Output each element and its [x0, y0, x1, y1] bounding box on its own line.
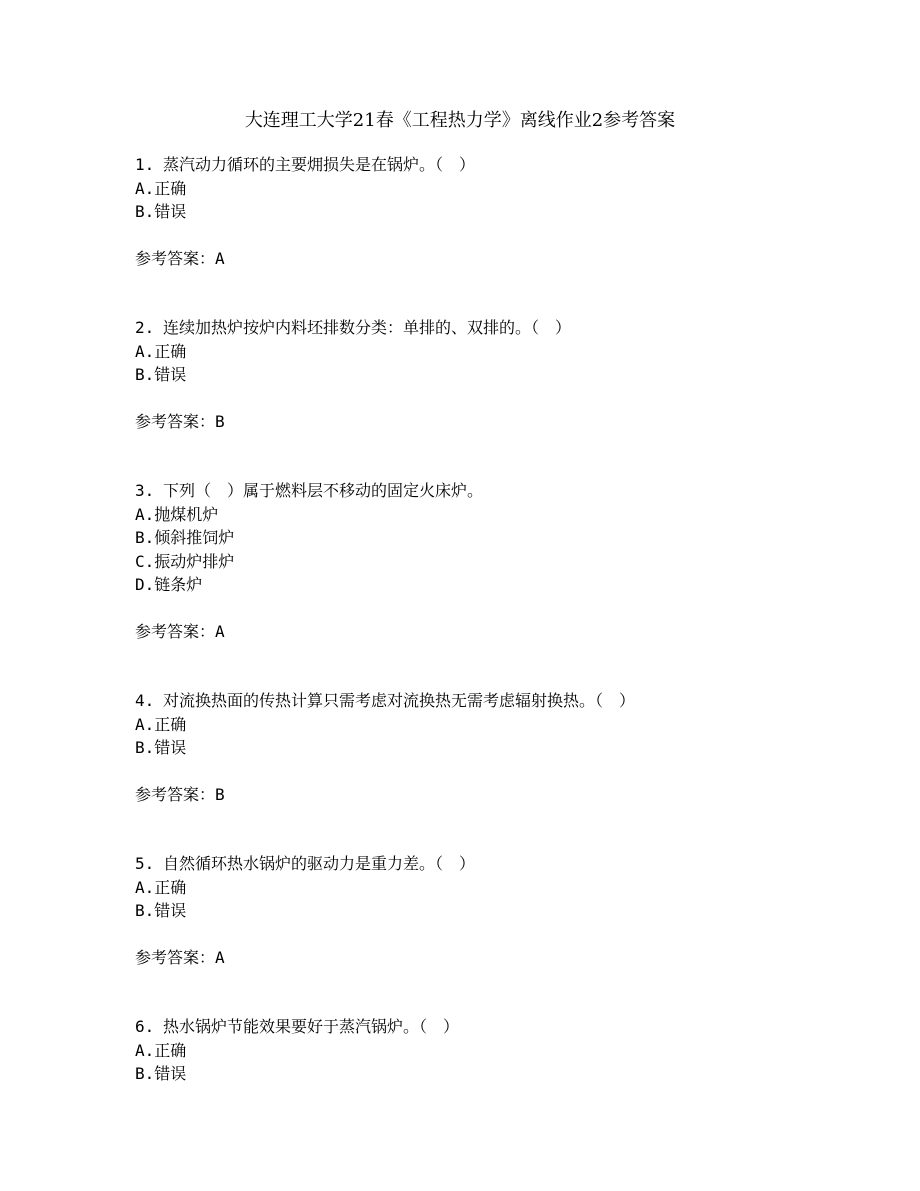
- question-number: 4.: [135, 691, 155, 710]
- question-stem: [135, 153, 895, 177]
- question-text: 热水锅炉节能效果要好于蒸汽锅炉。（ ）: [163, 1017, 460, 1036]
- question-5: [135, 852, 895, 969]
- option-b: B.错误: [135, 738, 187, 757]
- answer-line: [135, 620, 895, 644]
- option-c: C.振动炉排炉: [135, 551, 235, 571]
- question-6: [135, 1015, 895, 1086]
- answer-line: [135, 410, 895, 434]
- answer-line: [135, 247, 895, 271]
- question-number: 2.: [135, 318, 155, 337]
- document-title: 大连理工大学21春《工程热力学》离线作业2参考答案: [244, 110, 676, 131]
- question-number: 3.: [135, 481, 155, 500]
- question-stem: [135, 689, 895, 713]
- answer-value: B: [215, 784, 225, 804]
- question-text: 蒸汽动力循环的主要㶲损失是在锅炉。（ ）: [163, 155, 476, 174]
- answer-value: A: [215, 621, 225, 641]
- answer-label: 参考答案：: [135, 621, 216, 641]
- option-a: A.抛煤机炉: [135, 504, 219, 524]
- question-stem: [135, 316, 895, 340]
- question-text: 对流换热面的传热计算只需考虑对流换热无需考虑辐射换热。（ ）: [163, 691, 636, 710]
- answer-label: 参考答案：: [135, 947, 216, 967]
- answer-line: [135, 783, 895, 807]
- option-b: B.错误: [135, 901, 187, 920]
- question-stem: [135, 479, 895, 503]
- question-1: [135, 153, 895, 270]
- answer-value: B: [215, 411, 225, 431]
- question-number: 5.: [135, 854, 155, 873]
- question-stem: [135, 1015, 895, 1039]
- option-a: A.正确: [135, 714, 187, 734]
- question-stem: [135, 852, 895, 876]
- question-2: [135, 316, 895, 433]
- answer-label: 参考答案：: [135, 248, 216, 268]
- question-number: 6.: [135, 1017, 155, 1036]
- answer-value: A: [215, 947, 225, 967]
- option-a: A.正确: [135, 341, 187, 361]
- answer-value: A: [215, 248, 225, 268]
- question-number: 1.: [135, 155, 155, 174]
- answer-label: 参考答案：: [135, 784, 216, 804]
- answer-label: 参考答案：: [135, 411, 216, 431]
- question-3: [135, 479, 895, 643]
- question-4: [135, 689, 895, 806]
- option-b: B.错误: [135, 365, 187, 384]
- question-text: 下列（ ）属于燃料层不移动的固定火床炉。: [163, 481, 484, 500]
- question-text: 自然循环热水锅炉的驱动力是重力差。（ ）: [163, 854, 476, 873]
- answer-line: [135, 946, 895, 970]
- option-d: D.链条炉: [135, 575, 203, 594]
- option-a: A.正确: [135, 877, 187, 897]
- question-list: [135, 153, 895, 1086]
- question-text: 连续加热炉按炉内料坯排数分类：单排的、双排的。（ ）: [163, 318, 572, 337]
- option-b: B.倾斜推饲炉: [135, 528, 235, 547]
- option-a: A.正确: [135, 1040, 187, 1060]
- option-b: B.错误: [135, 202, 187, 221]
- option-a: A.正确: [135, 178, 187, 198]
- option-b: B.错误: [135, 1064, 187, 1083]
